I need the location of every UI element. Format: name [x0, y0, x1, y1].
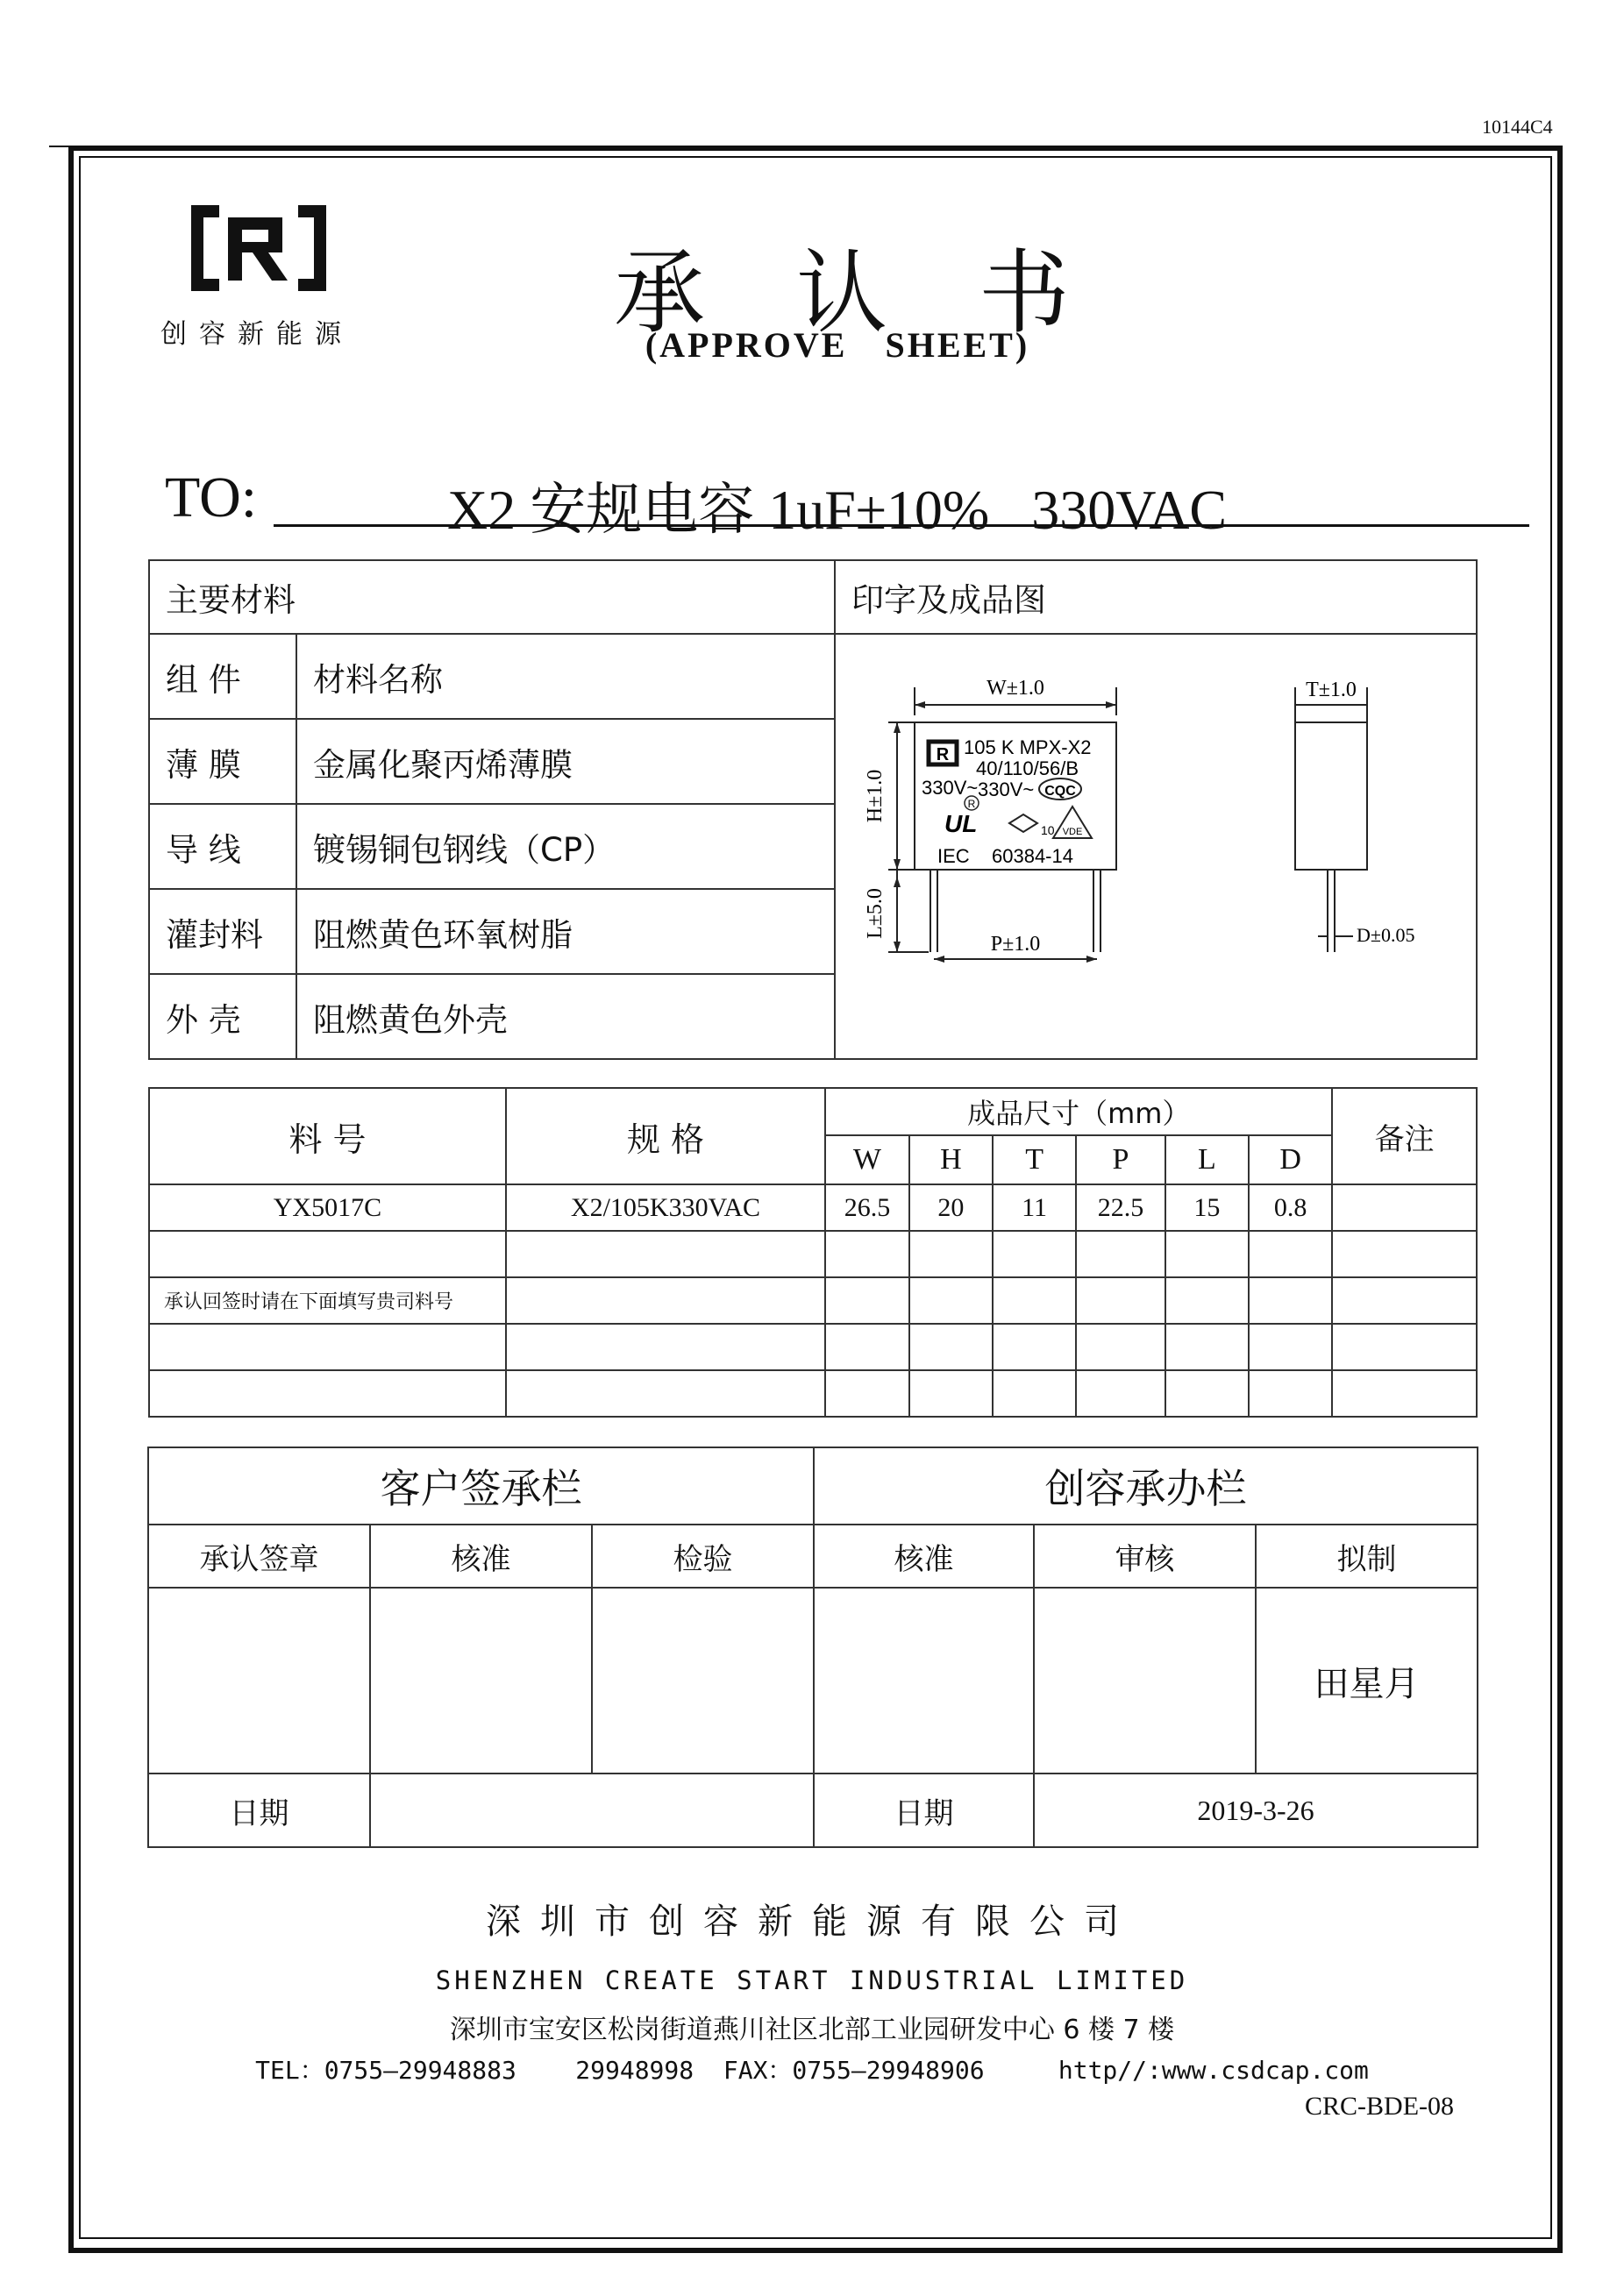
material-name: 材料名称: [296, 634, 835, 719]
col-company-review: 审核: [1034, 1525, 1256, 1588]
h-label: H±1.0: [864, 769, 887, 823]
spec-table: [148, 1087, 1478, 1418]
ul-mark: UL: [944, 810, 978, 837]
empty-cell[interactable]: [993, 1324, 1076, 1370]
empty-cell[interactable]: [1076, 1324, 1165, 1370]
footer-company-cn: 深圳市创容新能源有限公司: [486, 1901, 1138, 1942]
material-part: 组 件: [149, 634, 296, 719]
marking-line1: 105 K MPX-X2: [964, 736, 1092, 758]
footer-contact: TEL：0755—29948883 29948998 FAX：0755—29948906 http//:www.csdcap.com: [255, 2056, 1369, 2085]
l-label: L±5.0: [864, 888, 887, 939]
empty-cell[interactable]: [506, 1324, 825, 1370]
dim-header: T: [993, 1135, 1076, 1184]
signature-field[interactable]: [148, 1588, 370, 1774]
material-part: 导 线: [149, 804, 296, 889]
table-row: [149, 1277, 1477, 1324]
empty-cell[interactable]: [149, 1370, 506, 1417]
document-id: 10144C4: [1482, 116, 1553, 138]
empty-cell[interactable]: [825, 1370, 909, 1417]
empty-cell[interactable]: [506, 1277, 825, 1324]
footer-company-en: SHENZHEN CREATE START INDUSTRIAL LIMITED: [435, 1965, 1189, 1995]
page-subtitle: (APPROVE SHEET): [645, 325, 1030, 365]
material-name: 阻燃黄色外壳: [296, 974, 835, 1059]
col-company-approve: 核准: [814, 1525, 1034, 1588]
dim-cell: 15: [1165, 1184, 1249, 1231]
empty-cell[interactable]: [1165, 1370, 1249, 1417]
spec-col-spec: 规 格: [506, 1088, 825, 1184]
empty-cell[interactable]: [1076, 1370, 1165, 1417]
dim-header: W: [825, 1135, 909, 1184]
material-part: 薄 膜: [149, 719, 296, 804]
empty-cell[interactable]: [909, 1277, 993, 1324]
company-date-label: 日期: [814, 1774, 1034, 1847]
empty-cell[interactable]: [825, 1324, 909, 1370]
empty-cell[interactable]: [909, 1231, 993, 1277]
spec-col-part: 料 号: [149, 1088, 506, 1184]
note-cell: [1332, 1184, 1477, 1231]
drawing-cell: [835, 634, 1477, 1059]
table-row: [149, 1231, 1477, 1277]
empty-cell[interactable]: [149, 1231, 506, 1277]
empty-cell[interactable]: [1076, 1277, 1165, 1324]
materials-header: 主要材料: [149, 560, 835, 634]
signature-field[interactable]: [814, 1588, 1034, 1774]
sign-table: [147, 1447, 1478, 1848]
empty-cell[interactable]: [1332, 1324, 1477, 1370]
company-header: 创容承办栏: [814, 1447, 1478, 1525]
col-customer-inspect: 检验: [592, 1525, 814, 1588]
empty-cell[interactable]: [825, 1231, 909, 1277]
empty-cell[interactable]: [1332, 1231, 1477, 1277]
dim-header: P: [1076, 1135, 1165, 1184]
col-approval-seal: 承认签章: [148, 1525, 370, 1588]
hint-cell: 承认回签时请在下面填写贵司料号: [149, 1277, 506, 1324]
svg-text:R: R: [936, 745, 950, 764]
empty-cell[interactable]: [506, 1370, 825, 1417]
marking-volt-left: 330V~: [922, 777, 979, 799]
material-part: 外 壳: [149, 974, 296, 1059]
spec-spec-cell: X2/105K330VAC: [506, 1184, 825, 1231]
drafter-signature: 田星月: [1256, 1588, 1478, 1774]
material-name: 金属化聚丙烯薄膜: [296, 719, 835, 804]
material-part: 灌封料: [149, 889, 296, 974]
empty-cell[interactable]: [1332, 1277, 1477, 1324]
cqc-mark: CQC: [1044, 784, 1076, 799]
empty-cell[interactable]: [506, 1231, 825, 1277]
title-char: 书: [978, 239, 1070, 346]
signature-field[interactable]: [1034, 1588, 1256, 1774]
ce10-mark: 10: [1041, 823, 1055, 837]
dim-cell: 26.5: [825, 1184, 909, 1231]
footer-address: 深圳市宝安区松岗街道燕川社区北部工业园研发中心 6 楼 7 楼: [449, 2015, 1175, 2045]
dim-cell: 11: [993, 1184, 1076, 1231]
dim-cell: 22.5: [1076, 1184, 1165, 1231]
col-customer-approve: 核准: [370, 1525, 592, 1588]
table-row: [149, 1184, 1477, 1231]
spec-col-dims: 成品尺寸（mm）: [825, 1088, 1332, 1135]
marking-std: 60384-14: [992, 845, 1073, 867]
materials-table: [148, 559, 1478, 1060]
empty-cell[interactable]: [909, 1324, 993, 1370]
p-label: P±1.0: [990, 933, 1041, 956]
capacitor-drawing: [862, 670, 1476, 1082]
dim-header: H: [909, 1135, 993, 1184]
dim-header: D: [1249, 1135, 1332, 1184]
signature-field[interactable]: [592, 1588, 814, 1774]
table-row: [149, 1370, 1477, 1417]
empty-cell[interactable]: [1332, 1370, 1477, 1417]
customer-date-field[interactable]: [370, 1774, 814, 1847]
to-label: TO:: [165, 466, 258, 530]
empty-cell[interactable]: [993, 1370, 1076, 1417]
signature-field[interactable]: [370, 1588, 592, 1774]
empty-cell[interactable]: [909, 1370, 993, 1417]
d-label: D±0.05: [1357, 924, 1415, 946]
to-underline: [274, 524, 1529, 527]
dim-cell: 0.8: [1249, 1184, 1332, 1231]
customer-header: 客户签承栏: [148, 1447, 814, 1525]
table-row: [149, 1324, 1477, 1370]
logo-text: 创容新能源: [160, 319, 353, 350]
spec-col-note: 备注: [1332, 1088, 1477, 1184]
empty-cell[interactable]: [149, 1324, 506, 1370]
empty-cell[interactable]: [825, 1277, 909, 1324]
empty-cell[interactable]: [1165, 1324, 1249, 1370]
empty-cell[interactable]: [993, 1231, 1076, 1277]
company-logo: [184, 200, 333, 296]
empty-cell[interactable]: [1249, 1277, 1332, 1324]
empty-cell[interactable]: [1076, 1231, 1165, 1277]
to-value: X2 安规电容 1uF±10% 330VAC: [447, 479, 1228, 541]
empty-cell[interactable]: [1165, 1277, 1249, 1324]
marking-line2: 40/110/56/B: [976, 757, 1079, 779]
drawing-header: 印字及成品图: [835, 560, 1477, 634]
title-char: 认: [795, 239, 887, 346]
empty-cell[interactable]: [993, 1277, 1076, 1324]
w-label: W±1.0: [987, 677, 1044, 700]
marking-volt-right: 330V~: [978, 778, 1035, 800]
vde-mark: VDE: [1062, 827, 1083, 837]
empty-cell[interactable]: [1249, 1370, 1332, 1417]
company-date-value: 2019-3-26: [1034, 1774, 1478, 1847]
spec-part-cell: YX5017C: [149, 1184, 506, 1231]
empty-cell[interactable]: [1249, 1324, 1332, 1370]
t-label: T±1.0: [1306, 679, 1357, 701]
empty-cell[interactable]: [1249, 1231, 1332, 1277]
title-char: 承: [614, 239, 706, 346]
form-code: CRC-BDE-08: [1305, 2092, 1455, 2121]
r-mark: R: [967, 798, 976, 810]
material-name: 镀锡铜包钢线（CP）: [296, 804, 835, 889]
empty-cell[interactable]: [1165, 1231, 1249, 1277]
marking-iec: IEC: [937, 845, 970, 867]
dim-header: L: [1165, 1135, 1249, 1184]
customer-date-label: 日期: [148, 1774, 370, 1847]
material-name: 阻燃黄色环氧树脂: [296, 889, 835, 974]
dim-cell: 20: [909, 1184, 993, 1231]
col-company-draft: 拟制: [1256, 1525, 1478, 1588]
